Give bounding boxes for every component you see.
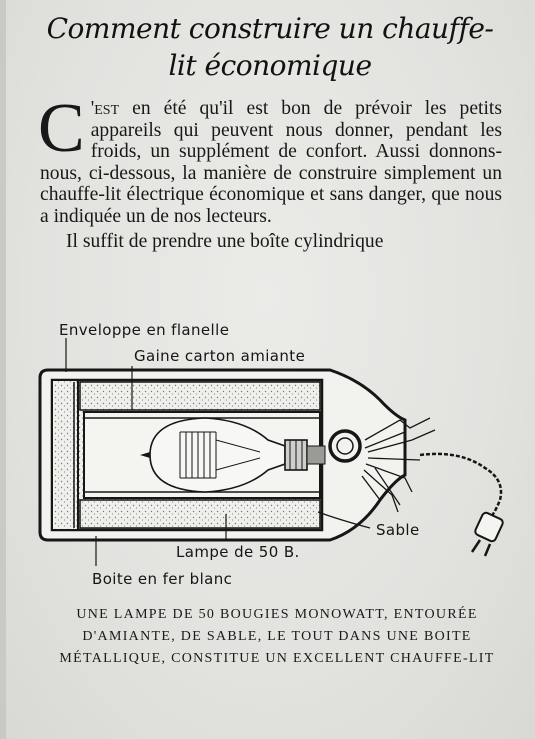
lead-small-caps: 'est [90, 98, 120, 119]
label-lampe: Lampe de 50 B. [176, 543, 300, 561]
label-sable: Sable [376, 521, 420, 539]
asbestos-sheath-bottom [80, 500, 320, 528]
figure-caption: UNE LAMPE DE 50 BOUGIES MONOWATT, ENTOURÉE D'AMIANTE, DE SABLE, LE TOUT DANS UNE BOITE MÉTALLIQUE, CONSTITUE UN EXCELLENT CHAUFFE-LIT [59, 607, 495, 666]
power-cord [420, 454, 501, 520]
title-line-2: lit économique [168, 49, 372, 82]
paragraph-2: Il suffit de prendre une boîte cylindrique [66, 230, 384, 252]
label-boite: Boite en fer blanc [92, 570, 233, 588]
drop-cap: C [38, 90, 85, 167]
title-line-1: Comment construire un chauffe- [46, 12, 494, 45]
paragraph-1-text: en été qu'il est bon de prévoir les petits appareils qui peuvent nous donner, pendant les froids, un supplément de confort. Aussi donnons-nous, ci-dessous, la manière de construire simplement un chauffe-lit électrique économique et sans danger, que nous a indiquée un de nos lecteurs. [40, 98, 502, 227]
asbestos-sheath-top [80, 382, 320, 410]
label-enveloppe: Enveloppe en flanelle [59, 321, 230, 339]
label-gaine: Gaine carton amiante [134, 347, 306, 365]
plug-icon [472, 511, 504, 556]
